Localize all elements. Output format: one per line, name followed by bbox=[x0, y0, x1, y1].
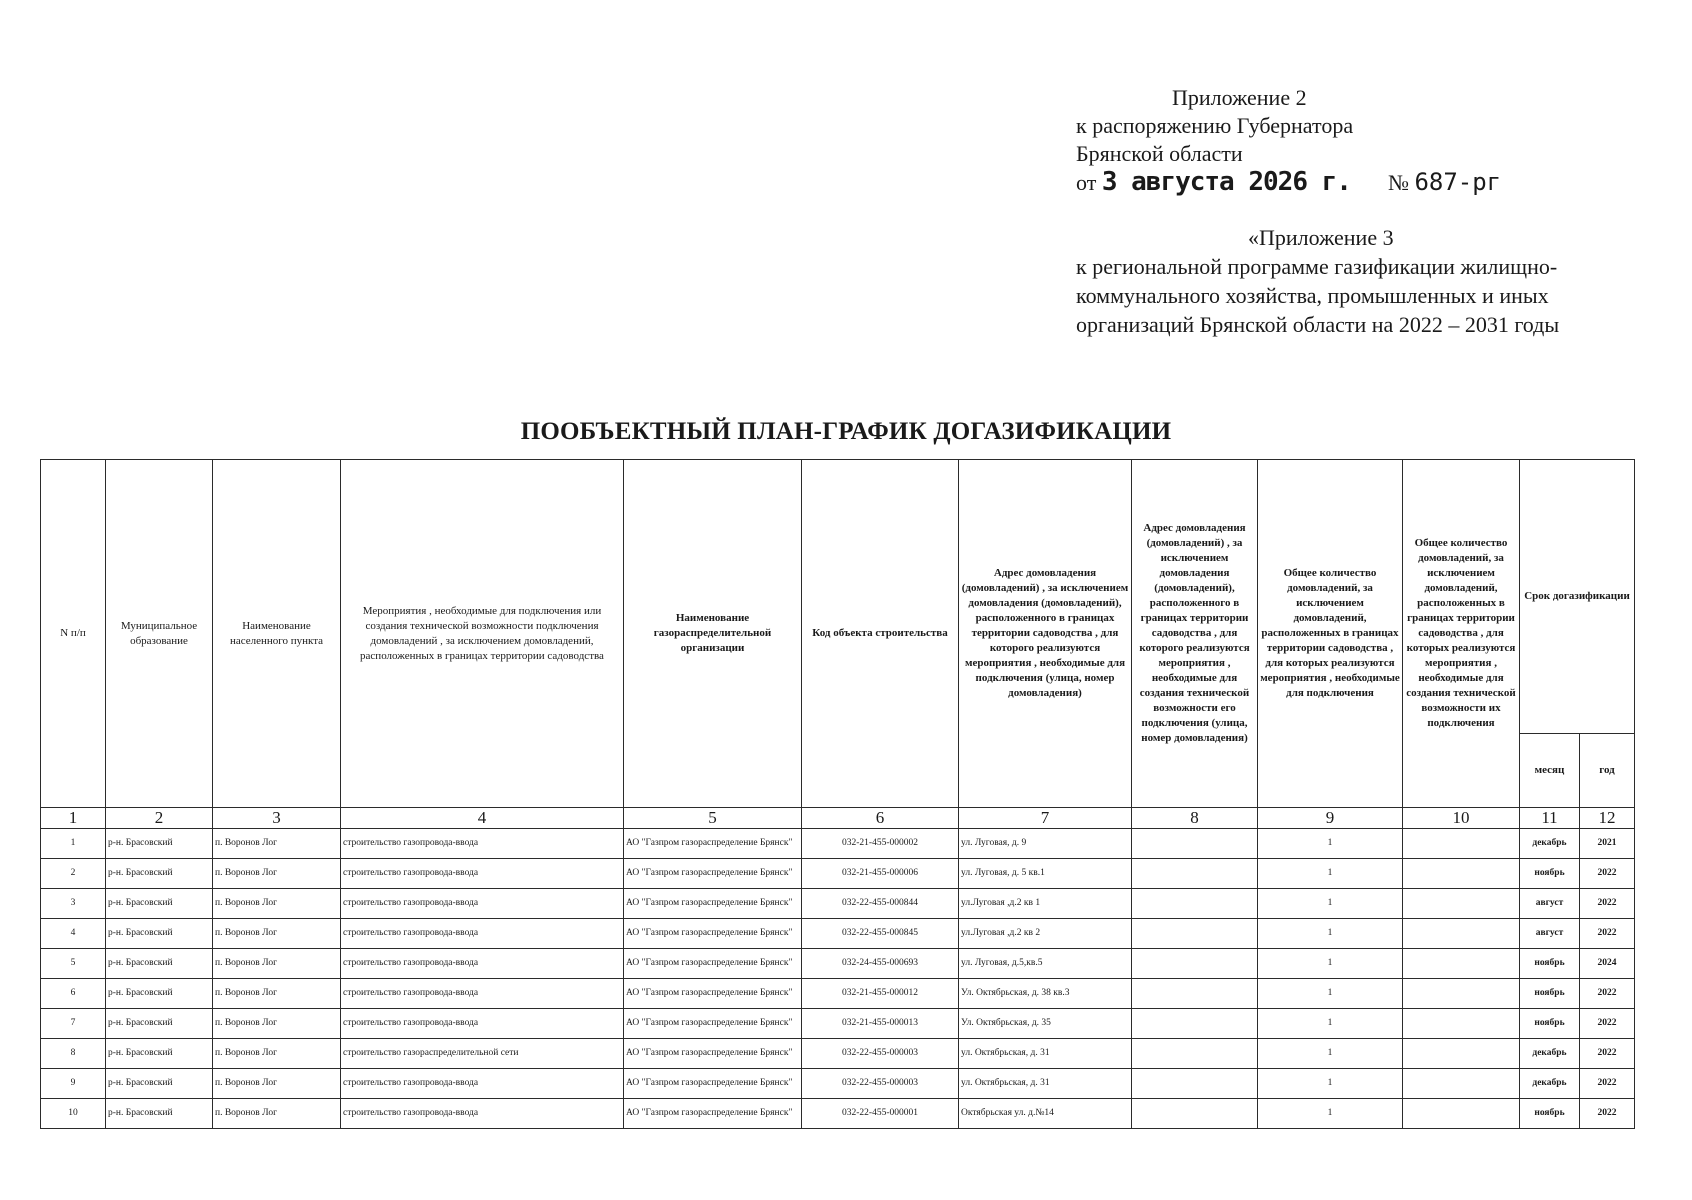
year-cell: 2022 bbox=[1580, 1039, 1635, 1069]
plan-table bbox=[40, 459, 1635, 1129]
program-line-2: к региональной программе газификации жилищно- bbox=[1076, 254, 1558, 279]
appendix-block bbox=[1076, 84, 1501, 197]
row-number: 5 bbox=[41, 949, 106, 979]
header-object-code: Код объекта строительства bbox=[802, 460, 959, 808]
count-cell: 1 bbox=[1258, 919, 1403, 949]
count-cell: 1 bbox=[1258, 1039, 1403, 1069]
object-code-cell: 032-22-455-000001 bbox=[802, 1099, 959, 1129]
settlement-cell: п. Воронов Лог bbox=[213, 889, 341, 919]
object-code-cell: 032-21-455-000013 bbox=[802, 1009, 959, 1039]
municipality-cell: р-н. Брасовский bbox=[106, 829, 213, 859]
program-line-1: «Приложение 3 bbox=[1248, 225, 1394, 250]
count-technical-cell bbox=[1403, 1099, 1520, 1129]
year-cell: 2024 bbox=[1580, 949, 1635, 979]
municipality-cell: р-н. Брасовский bbox=[106, 1039, 213, 1069]
gas-org-cell: АО "Газпром газораспределение Брянск" bbox=[624, 889, 802, 919]
address-cell: ул.Луговая ,д.2 кв 2 bbox=[959, 919, 1132, 949]
count-technical-cell bbox=[1403, 919, 1520, 949]
gas-org-cell: АО "Газпром газораспределение Брянск" bbox=[624, 1069, 802, 1099]
count-cell: 1 bbox=[1258, 1069, 1403, 1099]
column-number: 2 bbox=[106, 808, 213, 829]
object-code-cell: 032-22-455-000845 bbox=[802, 919, 959, 949]
table-row bbox=[41, 919, 1635, 949]
row-number: 3 bbox=[41, 889, 106, 919]
row-number: 8 bbox=[41, 1039, 106, 1069]
address-cell: ул.Луговая ,д.2 кв 1 bbox=[959, 889, 1132, 919]
month-cell: декабрь bbox=[1520, 1039, 1580, 1069]
month-cell: ноябрь bbox=[1520, 949, 1580, 979]
municipality-cell: р-н. Брасовский bbox=[106, 1009, 213, 1039]
measure-cell: строительство газопровода-ввода bbox=[341, 1009, 624, 1039]
year-cell: 2021 bbox=[1580, 829, 1635, 859]
address-cell: Октябрьская ул. д.№14 bbox=[959, 1099, 1132, 1129]
row-number: 2 bbox=[41, 859, 106, 889]
row-number: 6 bbox=[41, 979, 106, 1009]
address-technical-cell bbox=[1132, 829, 1258, 859]
gas-org-cell: АО "Газпром газораспределение Брянск" bbox=[624, 979, 802, 1009]
count-technical-cell bbox=[1403, 829, 1520, 859]
header-deadline: Срок догазификации bbox=[1520, 460, 1635, 734]
gas-org-cell: АО "Газпром газораспределение Брянск" bbox=[624, 1099, 802, 1129]
municipality-cell: р-н. Брасовский bbox=[106, 889, 213, 919]
count-technical-cell bbox=[1403, 1039, 1520, 1069]
table-row bbox=[41, 1039, 1635, 1069]
header-count-technical: Общее количество домовладений, за исключением домовладений, расположенных в границах территории садоводства , для которых реализуются мероприятия , необходимые для создания технической возможности их подключения bbox=[1403, 460, 1520, 808]
gas-org-cell: АО "Газпром газораспределение Брянск" bbox=[624, 1039, 802, 1069]
municipality-cell: р-н. Брасовский bbox=[106, 1069, 213, 1099]
settlement-cell: п. Воронов Лог bbox=[213, 1069, 341, 1099]
month-cell: декабрь bbox=[1520, 1069, 1580, 1099]
month-cell: ноябрь bbox=[1520, 1099, 1580, 1129]
address-cell: ул. Луговая, д.5,кв.5 bbox=[959, 949, 1132, 979]
column-number: 3 bbox=[213, 808, 341, 829]
header-count-connection: Общее количество домовладений, за исключением домовладений, расположенных в границах территории садоводства , для которых реализуются мероприятия , необходимые для подключения bbox=[1258, 460, 1403, 808]
count-cell: 1 bbox=[1258, 859, 1403, 889]
year-cell: 2022 bbox=[1580, 859, 1635, 889]
address-technical-cell bbox=[1132, 979, 1258, 1009]
address-technical-cell bbox=[1132, 1069, 1258, 1099]
address-technical-cell bbox=[1132, 1099, 1258, 1129]
month-cell: август bbox=[1520, 889, 1580, 919]
column-number: 10 bbox=[1403, 808, 1520, 829]
measure-cell: строительство газопровода-ввода bbox=[341, 979, 624, 1009]
settlement-cell: п. Воронов Лог bbox=[213, 859, 341, 889]
count-technical-cell bbox=[1403, 859, 1520, 889]
column-number: 9 bbox=[1258, 808, 1403, 829]
year-cell: 2022 bbox=[1580, 979, 1635, 1009]
address-technical-cell bbox=[1132, 919, 1258, 949]
object-code-cell: 032-22-455-000003 bbox=[802, 1069, 959, 1099]
row-number: 9 bbox=[41, 1069, 106, 1099]
column-number: 7 bbox=[959, 808, 1132, 829]
gas-org-cell: АО "Газпром газораспределение Брянск" bbox=[624, 829, 802, 859]
order-date: 3 августа 2026 г. bbox=[1101, 167, 1351, 197]
year-cell: 2022 bbox=[1580, 1009, 1635, 1039]
table-row bbox=[41, 1099, 1635, 1129]
count-technical-cell bbox=[1403, 1069, 1520, 1099]
measure-cell: строительство газопровода-ввода bbox=[341, 829, 624, 859]
header-month: месяц bbox=[1520, 734, 1580, 808]
object-code-cell: 032-22-455-000003 bbox=[802, 1039, 959, 1069]
settlement-cell: п. Воронов Лог bbox=[213, 829, 341, 859]
settlement-cell: п. Воронов Лог bbox=[213, 919, 341, 949]
table-row bbox=[41, 829, 1635, 859]
month-cell: ноябрь bbox=[1520, 979, 1580, 1009]
gas-org-cell: АО "Газпром газораспределение Брянск" bbox=[624, 859, 802, 889]
header-n: N п/п bbox=[41, 460, 106, 808]
count-technical-cell bbox=[1403, 949, 1520, 979]
column-number: 8 bbox=[1132, 808, 1258, 829]
object-code-cell: 032-24-455-000693 bbox=[802, 949, 959, 979]
measure-cell: строительство газопровода-ввода bbox=[341, 859, 624, 889]
table-row bbox=[41, 859, 1635, 889]
column-number: 5 bbox=[624, 808, 802, 829]
municipality-cell: р-н. Брасовский bbox=[106, 949, 213, 979]
appendix-line-3: Брянской области bbox=[1076, 141, 1243, 166]
column-number: 1 bbox=[41, 808, 106, 829]
address-cell: ул. Луговая, д. 9 bbox=[959, 829, 1132, 859]
measure-cell: строительство газопровода-ввода bbox=[341, 919, 624, 949]
measure-cell: строительство газопровода-ввода bbox=[341, 1099, 624, 1129]
address-cell: ул. Луговая, д. 5 кв.1 bbox=[959, 859, 1132, 889]
address-cell: ул. Октябрьская, д. 31 bbox=[959, 1039, 1132, 1069]
year-cell: 2022 bbox=[1580, 919, 1635, 949]
count-cell: 1 bbox=[1258, 949, 1403, 979]
appendix-line-1: Приложение 2 bbox=[1172, 85, 1307, 110]
order-line bbox=[1076, 168, 1501, 197]
program-block bbox=[1076, 223, 1559, 339]
municipality-cell: р-н. Брасовский bbox=[106, 1099, 213, 1129]
order-number: 687-рг bbox=[1414, 168, 1502, 196]
order-prefix: от bbox=[1076, 170, 1097, 195]
row-number: 4 bbox=[41, 919, 106, 949]
measure-cell: строительство газопровода-ввода bbox=[341, 1069, 624, 1099]
table-row bbox=[41, 949, 1635, 979]
document-title: ПООБЪЕКТНЫЙ ПЛАН-ГРАФИК ДОГАЗИФИКАЦИИ bbox=[520, 418, 1172, 445]
address-technical-cell bbox=[1132, 1039, 1258, 1069]
settlement-cell: п. Воронов Лог bbox=[213, 1099, 341, 1129]
gas-org-cell: АО "Газпром газораспределение Брянск" bbox=[624, 919, 802, 949]
count-cell: 1 bbox=[1258, 829, 1403, 859]
address-cell: Ул. Октябрьская, д. 38 кв.3 bbox=[959, 979, 1132, 1009]
municipality-cell: р-н. Брасовский bbox=[106, 859, 213, 889]
municipality-cell: р-н. Брасовский bbox=[106, 979, 213, 1009]
table-row bbox=[41, 979, 1635, 1009]
header-address-technical: Адрес домовладения (домовладений) , за исключением домовладения (домовладений), расположенного в границах территории садоводства , для которого реализуются мероприятия , необходимые для создания технической возможности его подключения (улица, номер домовладения) bbox=[1132, 460, 1258, 808]
settlement-cell: п. Воронов Лог bbox=[213, 979, 341, 1009]
gas-org-cell: АО "Газпром газораспределение Брянск" bbox=[624, 949, 802, 979]
program-line-3: коммунального хозяйства, промышленных и иных bbox=[1076, 283, 1549, 308]
table-row bbox=[41, 1069, 1635, 1099]
column-number: 6 bbox=[802, 808, 959, 829]
column-number: 12 bbox=[1580, 808, 1635, 829]
column-number: 11 bbox=[1520, 808, 1580, 829]
year-cell: 2022 bbox=[1580, 1069, 1635, 1099]
header-municipality: Муниципальное образование bbox=[106, 460, 213, 808]
year-cell: 2022 bbox=[1580, 1099, 1635, 1129]
object-code-cell: 032-22-455-000844 bbox=[802, 889, 959, 919]
header-gas-org: Наименование газораспределительной организации bbox=[624, 460, 802, 808]
month-cell: август bbox=[1520, 919, 1580, 949]
object-code-cell: 032-21-455-000012 bbox=[802, 979, 959, 1009]
count-cell: 1 bbox=[1258, 889, 1403, 919]
count-technical-cell bbox=[1403, 1009, 1520, 1039]
address-technical-cell bbox=[1132, 949, 1258, 979]
settlement-cell: п. Воронов Лог bbox=[213, 1039, 341, 1069]
measure-cell: строительство газопровода-ввода bbox=[341, 889, 624, 919]
order-number-prefix: № bbox=[1387, 170, 1409, 195]
address-cell: Ул. Октябрьская, д. 35 bbox=[959, 1009, 1132, 1039]
month-cell: декабрь bbox=[1520, 829, 1580, 859]
object-code-cell: 032-21-455-000002 bbox=[802, 829, 959, 859]
count-technical-cell bbox=[1403, 979, 1520, 1009]
table-row bbox=[41, 1009, 1635, 1039]
program-line-4: организаций Брянской области на 2022 – 2031 годы bbox=[1076, 312, 1560, 337]
count-technical-cell bbox=[1403, 889, 1520, 919]
address-technical-cell bbox=[1132, 859, 1258, 889]
address-technical-cell bbox=[1132, 1009, 1258, 1039]
column-number-row bbox=[41, 808, 1635, 829]
row-number: 7 bbox=[41, 1009, 106, 1039]
settlement-cell: п. Воронов Лог bbox=[213, 949, 341, 979]
address-cell: ул. Октябрьская, д. 31 bbox=[959, 1069, 1132, 1099]
gas-org-cell: АО "Газпром газораспределение Брянск" bbox=[624, 1009, 802, 1039]
header-measures: Мероприятия , необходимые для подключения или создания технической возможности подключения домовладений , за исключением домовладений, расположенных в границах территории садоводства bbox=[341, 460, 624, 808]
address-technical-cell bbox=[1132, 889, 1258, 919]
measure-cell: строительство газопровода-ввода bbox=[341, 949, 624, 979]
header-settlement: Наименование населенного пункта bbox=[213, 460, 341, 808]
count-cell: 1 bbox=[1258, 1009, 1403, 1039]
header-address-connection: Адрес домовладения (домовладений) , за исключением домовладения (домовладений), расположенного в границах территории садоводства , для которого реализуются мероприятия , необходимые для подключения (улица, номер домовладения) bbox=[959, 460, 1132, 808]
measure-cell: строительство газораспределительной сети bbox=[341, 1039, 624, 1069]
appendix-line-2: к распоряжению Губернатора bbox=[1076, 113, 1354, 138]
year-cell: 2022 bbox=[1580, 889, 1635, 919]
table-row bbox=[41, 889, 1635, 919]
municipality-cell: р-н. Брасовский bbox=[106, 919, 213, 949]
month-cell: ноябрь bbox=[1520, 859, 1580, 889]
row-number: 1 bbox=[41, 829, 106, 859]
row-number: 10 bbox=[41, 1099, 106, 1129]
header-year: год bbox=[1580, 734, 1635, 808]
column-number: 4 bbox=[341, 808, 624, 829]
header-row-top bbox=[41, 460, 1635, 734]
object-code-cell: 032-21-455-000006 bbox=[802, 859, 959, 889]
count-cell: 1 bbox=[1258, 979, 1403, 1009]
settlement-cell: п. Воронов Лог bbox=[213, 1009, 341, 1039]
count-cell: 1 bbox=[1258, 1099, 1403, 1129]
month-cell: ноябрь bbox=[1520, 1009, 1580, 1039]
